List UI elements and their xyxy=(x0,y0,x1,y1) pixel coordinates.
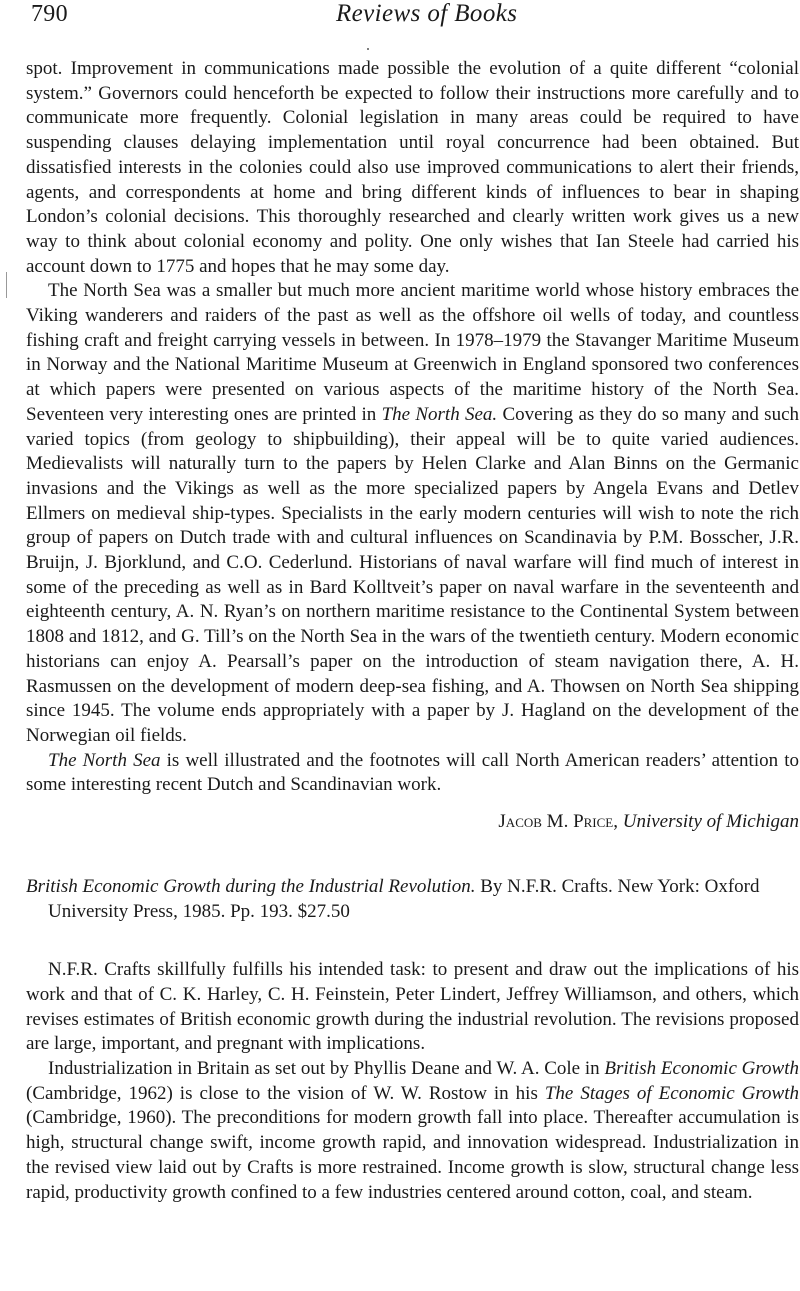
review1-paragraph-3-text: is well illustrated and the footnotes will call North American readers’ attention to some interesting recent Dutch and Scandinavian work. xyxy=(26,749,800,796)
book-title-british-economic-growth: British Economic Growth xyxy=(604,1058,799,1080)
book-citation xyxy=(26,875,799,924)
book-title: British Economic Growth during the Industrial Revolution. xyxy=(26,875,476,897)
review1-paragraph-3 xyxy=(26,749,799,798)
review1-paragraph-1: spot. Improvement in communications made possible the evolution of a quite different “colonial system.” Governors could henceforth be expected to follow their instructions more carefully and to communicate more frequently. Colonial legislation in many areas could be required to have suspending clauses delaying implementation until royal concurrence had been obtained. But dissatisfied interests in the colonies could also use improved communications to alert their friends, agents, and correspondents at home and bring different kinds of influences to bear in shaping London’s colonial decisions. This thoroughly researched and clearly written work gives us a new way to think about colonial economy and polity. One only wishes that Ian Steele had carried his account down to 1775 and hopes that he may some day. xyxy=(26,58,799,277)
page-body xyxy=(26,57,799,1205)
review2-paragraph-2-text-c: (Cambridge, 1960). The preconditions for modern growth fall into place. Thereafter accumulation is high, structural change swift, income growth rapid, and innovation widespread. Industrialization in the revised view laid out by Crafts is more restrained. Income growth is slow, structural change less rapid, productivity growth confined to a few industries centered around cotton, coal, and steam. xyxy=(26,1107,799,1203)
reviewer-affiliation: University of Michigan xyxy=(622,811,799,833)
reviewer-name: Jacob M. Price, xyxy=(498,811,618,833)
page-header xyxy=(26,0,800,34)
book-title-stages-of-economic-growth: The Stages of Economic Growth xyxy=(544,1082,800,1104)
printer-speck xyxy=(367,48,369,50)
running-head: Reviews of Books xyxy=(336,0,518,27)
margin-mark xyxy=(6,272,7,298)
review2-paragraph-1: N.F.R. Crafts skillfully fulfills his intended task: to present and draw out the implications of his work and that of C. K. Harley, C. H. Feinstein, Peter Lindert, Jeffrey Williamson, and others, which revises estimates of British economic growth during the industrial revolution. The revisions proposed are large, important, and pregnant with implications. xyxy=(26,959,799,1055)
page-number: 790 xyxy=(31,1,68,27)
review2-paragraph-2 xyxy=(26,1057,799,1205)
review1-paragraph-2-text-a: The North Sea was a smaller but much more ancient maritime world whose history embraces the Viking wanderers and raiders of the past as well as the offshore oil wells of today, and countless fishing craft and freight carrying vessels in between. In 1978–1979 the Stavanger Maritime Museum in Norway and the National Maritime Museum at Greenwich in England sponsored two conferences at which papers were presented on various aspects of the maritime history of the North Sea. Seventeen very interesting ones are printed in xyxy=(26,280,799,425)
book-title-north-sea-2: The North Sea xyxy=(48,749,161,771)
book-publication-info: By N.F.R. Crafts. New York: Oxford University Press, 1985. Pp. 193. $27.50 xyxy=(48,875,760,922)
book-title-north-sea: The North Sea. xyxy=(381,403,498,425)
reviewer-signature xyxy=(26,810,799,835)
review2-paragraph-2-text-a: Industrialization in Britain as set out by Phyllis Deane and W. A. Cole in xyxy=(48,1058,605,1080)
review2-paragraph-2-text-b: (Cambridge, 1962) is close to the vision of W. W. Rostow in his xyxy=(26,1082,545,1104)
review1-paragraph-2-text-b: Covering as they do so many and such varied topics (from geology to shipbuilding), their appeal will be to quite varied audiences. Medievalists will naturally turn to the papers by Helen Clarke and Alan Binns on the Germanic invasions and the Vikings as well as the more specialized papers by Angela Evans and Detlev Ellmers on medieval ship-types. Specialists in the early modern centuries will wish to note the rich group of papers on Dutch trade with and cultural influences on Scandinavia by P.M. Bosscher, J.R. Bruijn, J. Bjorklund, and C.O. Cederlund. Historians of naval warfare will find much of interest in some of the preceding as well as in Bard Kolltveit’s paper on naval warfare in the seventeenth and eighteenth century, A. N. Ryan’s on northern maritime resistance to the Continental System between 1808 and 1812, and G. Till’s on the North Sea in the wars of the twentieth century. Modern economic historians can enjoy A. Pearsall’s paper on the introduction of steam navigation there, A. H. Rasmussen on the development of modern deep-sea fishing, and A. Thowsen on North Sea shipping since 1945. The volume ends appropriately with a paper by J. Hagland on the development of the Norwegian oil fields. xyxy=(26,403,800,746)
review1-paragraph-2 xyxy=(26,279,799,748)
